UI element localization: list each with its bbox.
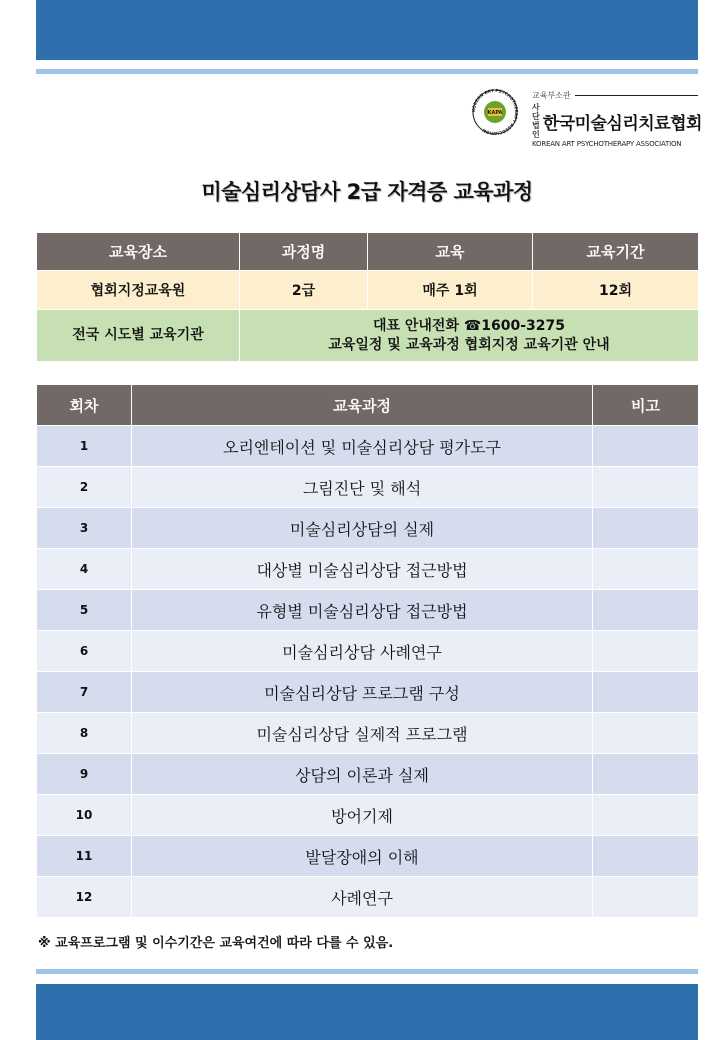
table-row bbox=[37, 672, 699, 713]
session-remarks bbox=[593, 713, 699, 754]
table-row bbox=[37, 467, 699, 508]
session-remarks bbox=[593, 549, 699, 590]
session-subject: 발달장애의 이해 bbox=[132, 836, 593, 877]
logo-name: 한국미술심리치료협회 bbox=[542, 113, 702, 134]
info-contact bbox=[240, 310, 699, 362]
session-subject: 유형별 미술심리상담 접근방법 bbox=[132, 590, 593, 631]
session-number: 7 bbox=[37, 672, 132, 713]
session-number: 11 bbox=[37, 836, 132, 877]
table-row bbox=[37, 508, 699, 549]
bottom-banner bbox=[36, 984, 698, 1040]
session-subject: 방어기제 bbox=[132, 795, 593, 836]
contact-phone: 대표 안내전화 ☎1600-3275 bbox=[372, 317, 566, 334]
table-row bbox=[37, 795, 699, 836]
session-number: 4 bbox=[37, 549, 132, 590]
info-course: 2급 bbox=[240, 271, 368, 310]
table-row bbox=[37, 877, 699, 918]
session-remarks bbox=[593, 467, 699, 508]
session-number: 5 bbox=[37, 590, 132, 631]
session-remarks bbox=[593, 877, 699, 918]
course-header-session: 회차 bbox=[37, 385, 132, 426]
info-location: 협회지정교육원 bbox=[37, 271, 240, 310]
svg-text:KAPA: KAPA bbox=[487, 110, 503, 116]
top-banner bbox=[36, 0, 698, 60]
session-subject: 대상별 미술심리상담 접근방법 bbox=[132, 549, 593, 590]
session-number: 2 bbox=[37, 467, 132, 508]
table-row bbox=[37, 631, 699, 672]
course-header-remarks: 비고 bbox=[593, 385, 699, 426]
session-number: 3 bbox=[37, 508, 132, 549]
logo-english-name: KOREAN ART PSYCHOTHERAPY ASSOCIATION bbox=[532, 140, 682, 148]
session-subject: 미술심리상담 사례연구 bbox=[132, 631, 593, 672]
page-title: 미술심리상담사 2급 자격증 교육과정 bbox=[201, 180, 533, 204]
info-schedule: 매주 1회 bbox=[368, 271, 533, 310]
logo-corp-label: 사단 법인 bbox=[532, 103, 540, 139]
session-remarks bbox=[593, 836, 699, 877]
course-header-subject: 교육과정 bbox=[132, 385, 593, 426]
session-number: 8 bbox=[37, 713, 132, 754]
session-remarks bbox=[593, 508, 699, 549]
session-remarks bbox=[593, 631, 699, 672]
session-number: 9 bbox=[37, 754, 132, 795]
session-subject: 오리엔테이션 및 미술심리상담 평가도구 bbox=[132, 426, 593, 467]
info-header-schedule: 교육 bbox=[368, 233, 533, 271]
session-remarks bbox=[593, 590, 699, 631]
logo-subtitle: 교육부소관 bbox=[532, 91, 571, 100]
session-subject: 미술심리상담 실제적 프로그램 bbox=[132, 713, 593, 754]
association-seal-icon bbox=[462, 88, 528, 136]
session-subject: 상담의 이론과 실제 bbox=[132, 754, 593, 795]
bottom-divider bbox=[36, 969, 698, 974]
session-subject: 미술심리상담의 실제 bbox=[132, 508, 593, 549]
info-duration: 12회 bbox=[533, 271, 699, 310]
session-subject: 미술심리상담 프로그램 구성 bbox=[132, 672, 593, 713]
table-row bbox=[37, 549, 699, 590]
course-table bbox=[36, 384, 699, 918]
contact-guide: 교육일정 및 교육과정 협회지정 교육기관 안내 bbox=[328, 336, 610, 353]
session-number: 10 bbox=[37, 795, 132, 836]
info-header-duration: 교육기간 bbox=[533, 233, 699, 271]
association-logo bbox=[462, 88, 702, 148]
svg-text:KOREAN ART PSYCHOTHERAPY ASSOC: KOREAN ART PSYCHOTHERAPY ASSOCIATION bbox=[470, 88, 520, 136]
session-remarks bbox=[593, 754, 699, 795]
info-header-location: 교육장소 bbox=[37, 233, 240, 271]
top-divider bbox=[36, 69, 698, 74]
table-row bbox=[37, 590, 699, 631]
table-row bbox=[37, 426, 699, 467]
session-subject: 그림진단 및 해석 bbox=[132, 467, 593, 508]
footnote: ※ 교육프로그램 및 이수기간은 교육여건에 따라 다를 수 있음. bbox=[38, 936, 394, 951]
info-header-course: 과정명 bbox=[240, 233, 368, 271]
table-row bbox=[37, 836, 699, 877]
session-number: 6 bbox=[37, 631, 132, 672]
session-number: 1 bbox=[37, 426, 132, 467]
session-remarks bbox=[593, 426, 699, 467]
session-number: 12 bbox=[37, 877, 132, 918]
session-subject: 사례연구 bbox=[132, 877, 593, 918]
session-remarks bbox=[593, 795, 699, 836]
table-row bbox=[37, 713, 699, 754]
session-remarks bbox=[593, 672, 699, 713]
table-row bbox=[37, 754, 699, 795]
info-table bbox=[36, 232, 699, 362]
info-nationwide-label: 전국 시도별 교육기관 bbox=[37, 310, 240, 362]
